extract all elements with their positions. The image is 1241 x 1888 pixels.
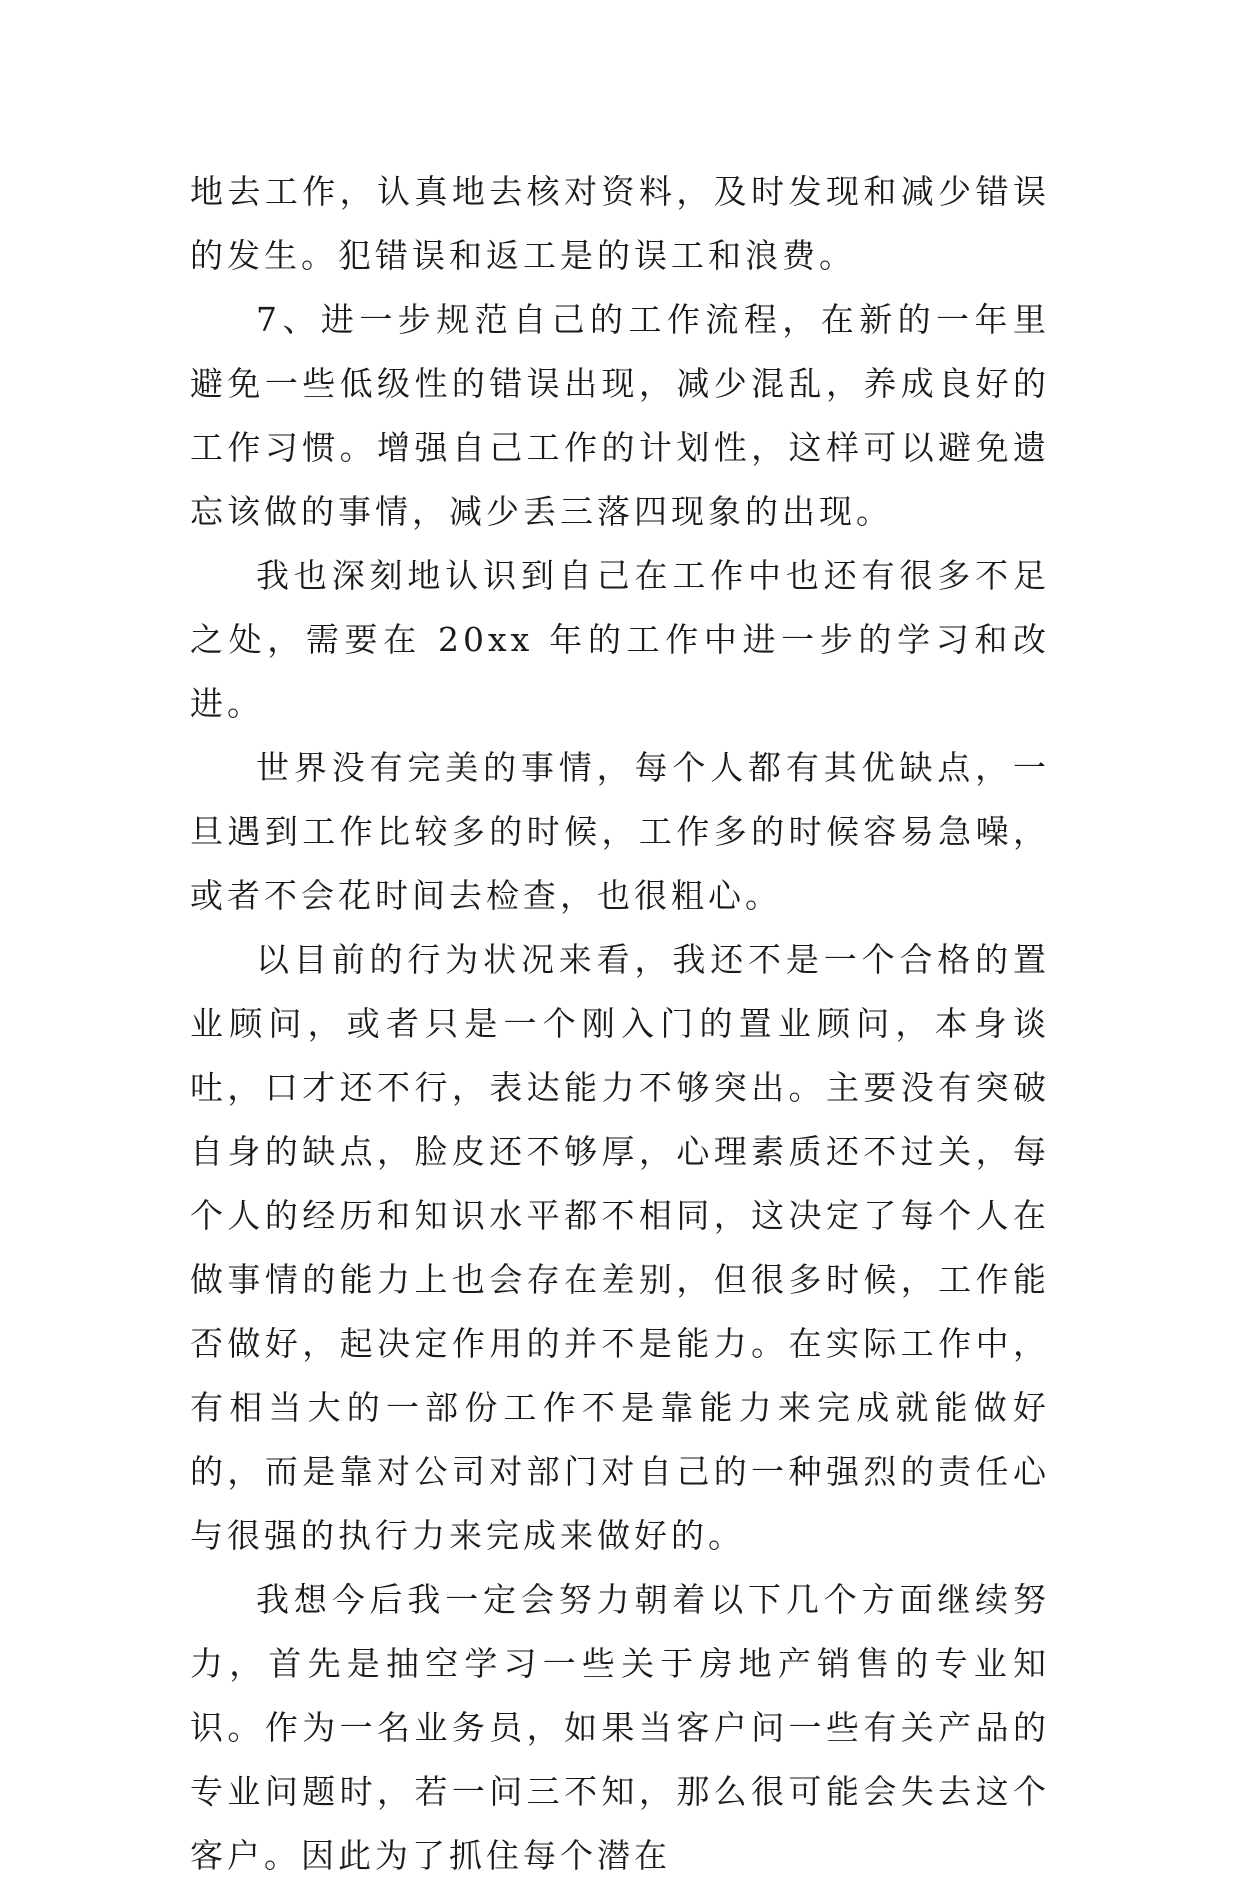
paragraph-future-plans: 我想今后我一定会努力朝着以下几个方面继续努力，首先是抽空学习一些关于房地产销售的专业知识。作为一名业务员，如果当客户问一些有关产品的专业问题时，若一问三不知，那么很可能会失去这个客户。因此为了抓住每个潜在 bbox=[190, 1580, 1050, 1875]
paragraph-self-assessment: 以目前的行为状况来看，我还不是一个合格的置业顾问，或者只是一个刚入门的置业顾问，本身谈吐，口才还不行，表达能力不够突出。主要没有突破自身的缺点，脸皮还不够厚，心理素质还不过关，每个人的经历和知识水平都不相同，这决定了每个人在做事情的能力上也会存在差别，但很多时候，工作能否做好，起决定作用的并不是能力。在实际工作中，有相当大的一部份工作不是靠能力来完成就能做好的，而是靠对公司对部门对自己的一种强烈的责任心与很强的执行力来完成来做好的。 bbox=[190, 940, 1050, 1555]
paragraph-imperfection: 世界没有完美的事情，每个人都有其优缺点，一旦遇到工作比较多的时候，工作多的时候容易急噪，或者不会花时间去检查，也很粗心。 bbox=[190, 748, 1050, 915]
paragraph-continuation: 地去工作，认真地去核对资料，及时发现和减少错误的发生。犯错误和返工是的误工和浪费。 bbox=[190, 172, 1050, 275]
document-body bbox=[190, 160, 1050, 1888]
paragraph-shortcomings: 我也深刻地认识到自己在工作中也还有很多不足之处，需要在 20xx 年的工作中进一步的学习和改进。 bbox=[190, 556, 1050, 723]
paragraph-item-7: 7、进一步规范自己的工作流程，在新的一年里避免一些低级性的错误出现，减少混乱，养成良好的工作习惯。增强自己工作的计划性，这样可以避免遗忘该做的事情，减少丢三落四现象的出现。 bbox=[190, 300, 1050, 531]
